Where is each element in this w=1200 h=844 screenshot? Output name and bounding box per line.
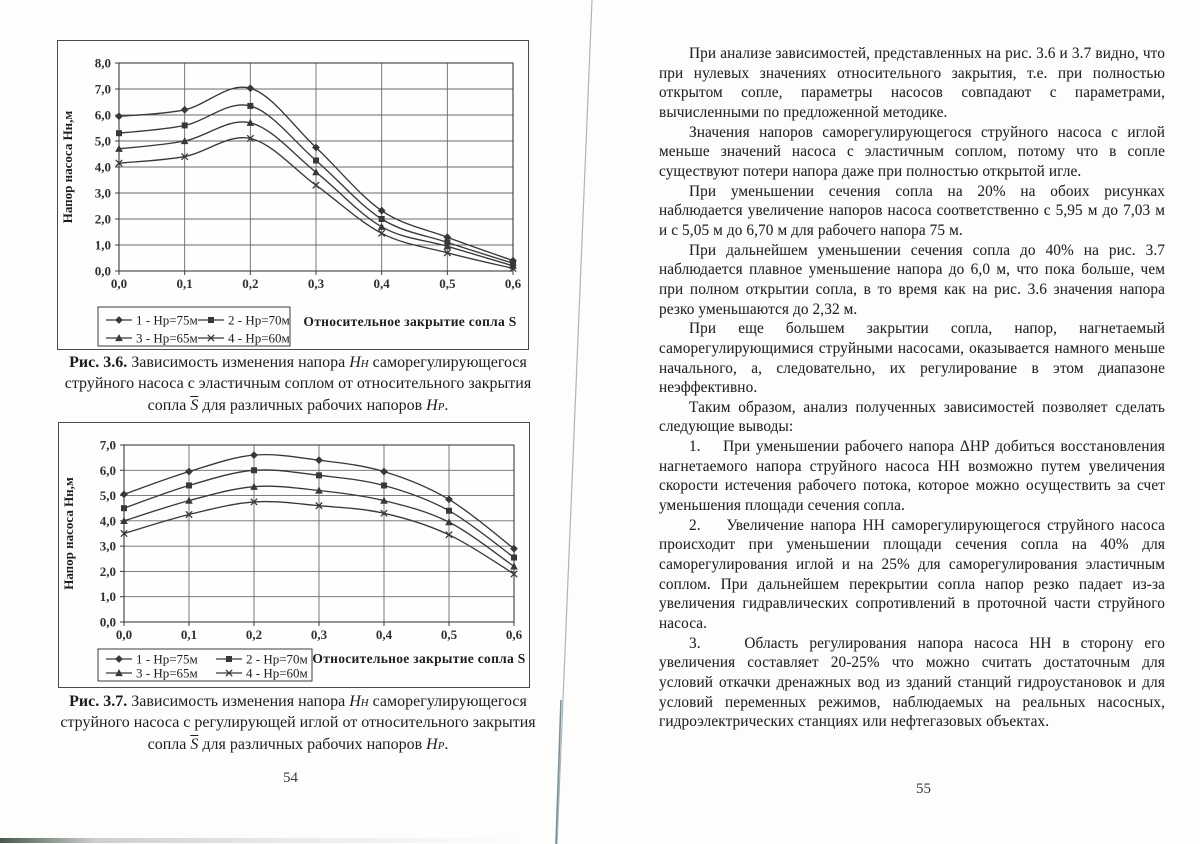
figure-3-6-label: Рис. 3.6. (69, 354, 128, 371)
svg-text:Напор насоса Нн,м: Напор насоса Нн,м (60, 110, 75, 224)
svg-text:3,0: 3,0 (99, 538, 116, 554)
paragraph: Таким образом, анализ полученных зависимостей позволяет сделать следующие выводы: (659, 398, 1165, 436)
svg-text:1 - Нр=75м: 1 - Нр=75м (136, 312, 198, 328)
svg-text:1,0: 1,0 (99, 589, 116, 605)
math-var-HH: Н (349, 354, 361, 371)
svg-text:0,2: 0,2 (245, 627, 263, 642)
svg-text:7,0: 7,0 (94, 81, 111, 97)
body-text (659, 44, 1165, 732)
svg-text:8,0: 8,0 (94, 55, 111, 71)
math-var-S-bar: $\overline{S}$ (190, 396, 199, 414)
paragraph: Значения напоров саморегулирующегося струйного насоса с иглой меньше значений насоса с эластичным соплом, потому что в сопле существуют потери напора даже при полностью открытой игле. (659, 123, 1165, 180)
numbered-paragraph-1: 1. При уменьшении рабочего напора ΔНР добиться восстановления нагнетаемого напора струйного насоса НН возможно путем увеличения скорости истечения рабочего потока, которое можно осуществить за счет уменьшения площади сечения сопла. (659, 438, 1165, 515)
svg-text:0,6: 0,6 (504, 276, 522, 291)
svg-text:5,0: 5,0 (94, 133, 111, 149)
svg-text:0,4: 0,4 (375, 627, 393, 642)
numbered-paragraph-2: 2. Увеличение напора НН саморегулирующегося струйного насоса происходит при уменьшении площади сечения сопла на 40% для саморегулирования иглой и на 25% для саморегулирования эластичным соплом. При дальнейшем перекрытии сопла напор резко падает из-за увеличения гидравлических сопротивлений в проточной части струйного насоса. (659, 516, 1165, 633)
svg-text:0,0: 0,0 (110, 276, 128, 291)
numbered-paragraph-3: 3. Область регулирования напора насоса НН в сторону его увеличения составляет 20-25% что можно считать достаточным для условий откачки дренажных вод из зданий станций гидроустановок и для условий переменных режимов, наблюдаемых на реальных насосных, гидроэлектрических станциях или нефтегазовых объектах. (659, 634, 1165, 731)
svg-text:6,0: 6,0 (94, 107, 111, 123)
paragraph: При анализе зависимостей, представленных на рис. 3.6 и 3.7 видно, что при нулевых значениях относительного закрытия, т.е. при полностью открытом сопле, параметры насосов совпадают с параметрами, вычисленными по предложенной методике. (659, 45, 1165, 121)
svg-text:6,0: 6,0 (99, 462, 116, 478)
svg-text:0,2: 0,2 (242, 276, 259, 291)
svg-text:Относительное закрытие сопла: Относительное закрытие сопла S (312, 651, 526, 666)
math-var-HH: Н (349, 693, 361, 710)
math-var-HP: Н (426, 735, 438, 753)
svg-text:1,0: 1,0 (94, 237, 111, 253)
page-number-right: 55 (916, 781, 931, 797)
svg-text:1 - Нр=75м: 1 - Нр=75м (136, 651, 198, 667)
svg-text:0,0: 0,0 (115, 627, 133, 642)
svg-text:0,0: 0,0 (99, 614, 116, 630)
svg-text:3 - Нр=65м: 3 - Нр=65м (136, 330, 198, 346)
svg-text:3,0: 3,0 (94, 185, 111, 201)
figure-3-6-chart (58, 41, 526, 347)
math-var-HP: Н (426, 396, 438, 414)
svg-text:0,0: 0,0 (94, 263, 111, 279)
svg-text:0,3: 0,3 (307, 276, 325, 291)
svg-text:2 - Нр=70м: 2 - Нр=70м (246, 651, 308, 667)
figure-3-6-caption: Рис. 3.6. Зависимость изменения напора НН саморегулирующегося струйного насоса с эластичным соплом от относительного закрытия сопла $\overline{S}$ для различных рабочих напоров НР. (64, 354, 532, 414)
svg-text:0,1: 0,1 (176, 276, 193, 291)
svg-text:2,0: 2,0 (94, 211, 111, 227)
figure-3-7-caption: Рис. 3.7. Зависимость изменения напора НН саморегулирующегося струйного насоса с регулирующей иглой от относительного закрытия сопла $\overline{S}$ для различных рабочих напоров НР. (60, 693, 536, 753)
paragraph: При уменьшении сечения сопла на 20% на обоих рисунках наблюдается увеличение напоров насоса соответственно с 5,95 м до 7,03 м и с 5,05 м до 6,70 м для рабочего напора 75 м. (659, 182, 1165, 239)
svg-text:4,0: 4,0 (99, 513, 116, 529)
svg-text:Относительное закрытие сопла S: Относительное закрытие сопла S (303, 314, 517, 329)
math-var-S-bar: $\overline{S}$ (190, 735, 199, 753)
svg-text:4,0: 4,0 (94, 159, 111, 175)
svg-text:4 - Нр=60м: 4 - Нр=60м (228, 330, 290, 346)
svg-text:0,3: 0,3 (310, 627, 328, 642)
svg-text:4 - Нр=60м: 4 - Нр=60м (246, 665, 308, 681)
svg-text:0,4: 0,4 (373, 276, 390, 291)
paragraph: При дальнейшем уменьшении сечения сопла до 40% на рис. 3.7 наблюдается плавное уменьшение напора до 6,0 м, что пока больше, чем при полном открытии сопла, в то время как на рис. 3.6 значения напора резко уменьшаются до 2,32 м. (659, 241, 1165, 318)
page-number-left: 54 (283, 770, 298, 786)
svg-text:7,0: 7,0 (99, 437, 116, 453)
figure-3-7-label: Рис. 3.7. (69, 693, 128, 710)
scan-edge-artifact (0, 838, 520, 843)
svg-text:Напор насоса Нн,м: Напор насоса Нн,м (61, 477, 76, 590)
paragraph: При еще большем закрытии сопла, напор, нагнетаемый саморегулирующимися струйными насосами, оказывается намного меньше начального, а, следовательно, их регулирование в этом диапазоне неэффективно. (659, 320, 1165, 397)
svg-text:0,5: 0,5 (440, 627, 458, 642)
svg-text:3 - Нр=65м: 3 - Нр=65м (136, 665, 198, 681)
svg-text:0,1: 0,1 (180, 627, 198, 642)
svg-text:2,0: 2,0 (99, 563, 116, 579)
svg-text:0,5: 0,5 (439, 276, 456, 291)
svg-text:2 - Нр=70м: 2 - Нр=70м (228, 312, 290, 328)
svg-text:5,0: 5,0 (99, 488, 116, 504)
figure-3-7-chart (59, 423, 527, 685)
figure-3-6 (57, 40, 529, 350)
svg-text:0,6: 0,6 (505, 627, 523, 642)
figure-3-7 (58, 422, 530, 688)
